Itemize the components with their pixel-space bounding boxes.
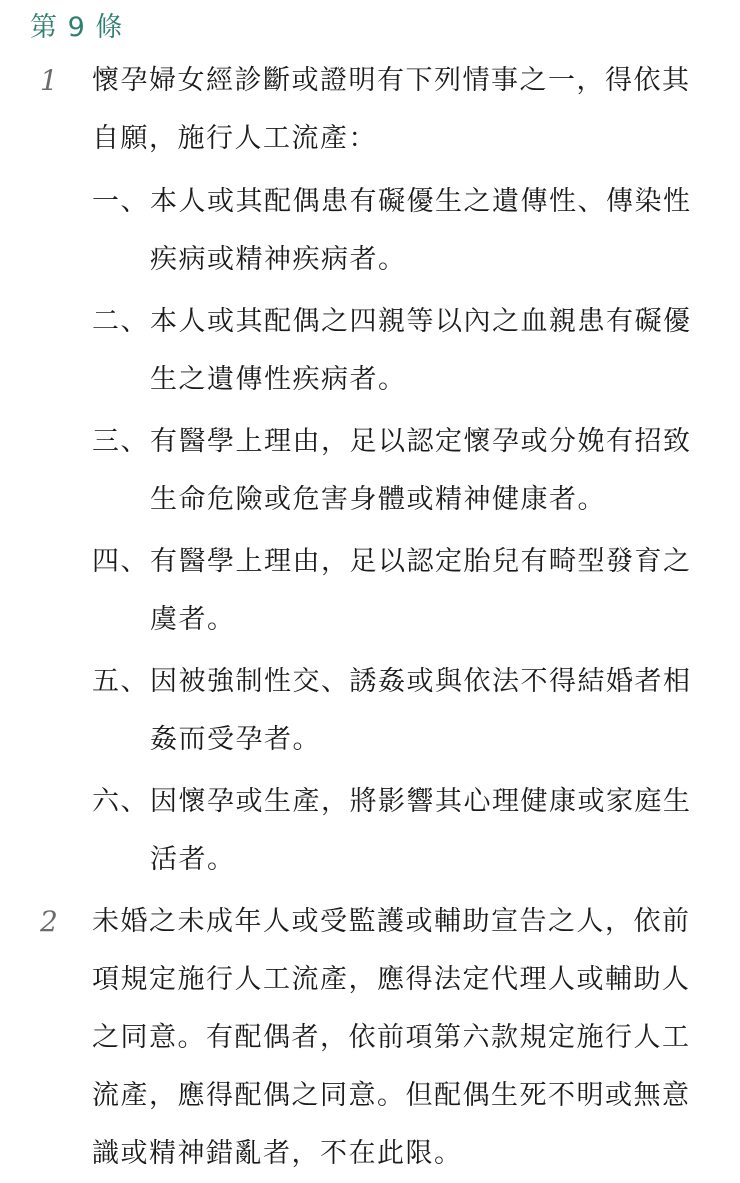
paragraph-text: 懷孕婦女經診斷或證明有下列情事之一，得依其自願，施行人工流產： (92, 65, 691, 154)
item-text: 有醫學上理由，足以認定懷孕或分娩有招致生命危險或危害身體或精神健康者。 (150, 426, 692, 515)
list-item-2 (92, 293, 712, 409)
list-item-3 (92, 413, 712, 529)
item-text: 因被強制性交、誘姦或與依法不得結婚者相姦而受孕者。 (150, 666, 692, 755)
item-marker: 三、 (92, 426, 149, 457)
item-marker: 四、 (92, 546, 149, 577)
item-text: 本人或其配偶之四親等以內之血親患有礙優生之遺傳性疾病者。 (150, 306, 692, 395)
item-marker: 一、 (92, 186, 149, 217)
item-marker: 五、 (92, 666, 149, 697)
item-marker: 六、 (92, 786, 149, 817)
paragraph-text: 未婚之未成年人或受監護或輔助宣告之人，依前項規定施行人工流產，應得法定代理人或輔助人之同意。有配偶者，依前項第六款規定施行人工流產，應得配偶之同意。但配偶生死不明或無意識或精神錯亂者，不在此限。 (92, 906, 691, 1169)
paragraph-number: 1 (40, 64, 58, 97)
list-item-5 (92, 653, 712, 769)
paragraph-number: 2 (40, 905, 58, 938)
item-marker: 二、 (92, 306, 149, 337)
item-text: 有醫學上理由，足以認定胎兒有畸型發育之虞者。 (150, 546, 692, 635)
item-text: 因懷孕或生產，將影響其心理健康或家庭生活者。 (150, 786, 692, 875)
article-title: 第 9 條 (30, 12, 124, 43)
list-item-6 (92, 773, 712, 889)
list-item-1 (92, 173, 712, 289)
item-text: 本人或其配偶患有礙優生之遺傳性、傳染性疾病或精神疾病者。 (150, 186, 692, 275)
list-item-4 (92, 533, 712, 649)
